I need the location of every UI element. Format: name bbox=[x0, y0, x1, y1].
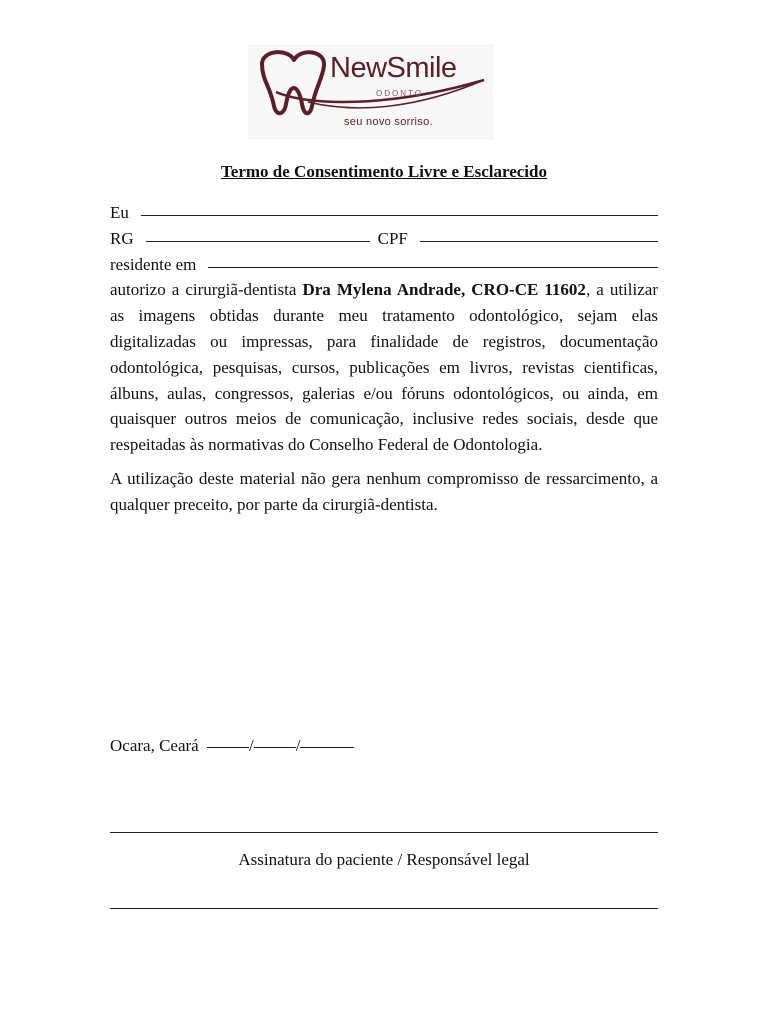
brand-slogan: seu novo sorriso. bbox=[344, 116, 433, 128]
signature-label: Assinatura do paciente / Responsável legal bbox=[238, 850, 530, 869]
name-row bbox=[110, 200, 658, 226]
brand-name: NewSmile bbox=[330, 52, 457, 84]
document-title: Termo de Consentimento Livre e Esclarecido bbox=[221, 162, 547, 181]
eu-label: Eu bbox=[110, 203, 129, 222]
consent-text-start: autorizo a cirurgiã-dentista bbox=[110, 280, 303, 300]
brand-subtitle: ODONTO bbox=[376, 89, 423, 98]
disclaimer-paragraph: A utilização deste material não gera nenhum compromisso de ressarcimento, a qualquer preceito, por parte da cirurgiã-dentista. bbox=[110, 468, 658, 514]
address-field[interactable] bbox=[208, 267, 658, 268]
consent-body bbox=[110, 200, 658, 518]
name-field[interactable] bbox=[141, 215, 658, 216]
address-row bbox=[110, 252, 658, 278]
residente-label: residente em bbox=[110, 254, 197, 274]
rg-field[interactable] bbox=[146, 241, 370, 242]
second-signature-line[interactable] bbox=[110, 908, 658, 909]
rg-label: RG bbox=[110, 228, 134, 248]
date-place: Ocara, Ceará bbox=[110, 736, 199, 755]
dentist-name: Dra Mylena Andrade, CRO-CE 11602 bbox=[302, 280, 586, 300]
date-line: Ocara, Ceará / / bbox=[110, 736, 354, 756]
documents-row bbox=[110, 226, 658, 252]
consent-text-end: , a utilizar as imagens obtidas durante meu tratamento odontológico, sejam elas digitalizadas ou impressas, para finalidade de registros, documentação odontológica, pesquisas, cursos, publicações em livros, revistas cientificas, álbuns, aulas, congressos, galerias e/ou fóruns odontológicos, ou ainda, em quaisquer outros meios de comunicação, inclusive redes sociais, desde que respeitadas às normativas do Conselho Federal de Odontologia. bbox=[110, 280, 658, 455]
cpf-label: CPF bbox=[377, 228, 408, 248]
consent-paragraph bbox=[110, 277, 658, 458]
clinic-logo bbox=[248, 44, 494, 140]
year-field[interactable] bbox=[300, 747, 354, 748]
month-field[interactable] bbox=[254, 747, 296, 748]
patient-signature-line[interactable] bbox=[110, 832, 658, 833]
day-field[interactable] bbox=[207, 747, 249, 748]
cpf-field[interactable] bbox=[420, 241, 658, 242]
